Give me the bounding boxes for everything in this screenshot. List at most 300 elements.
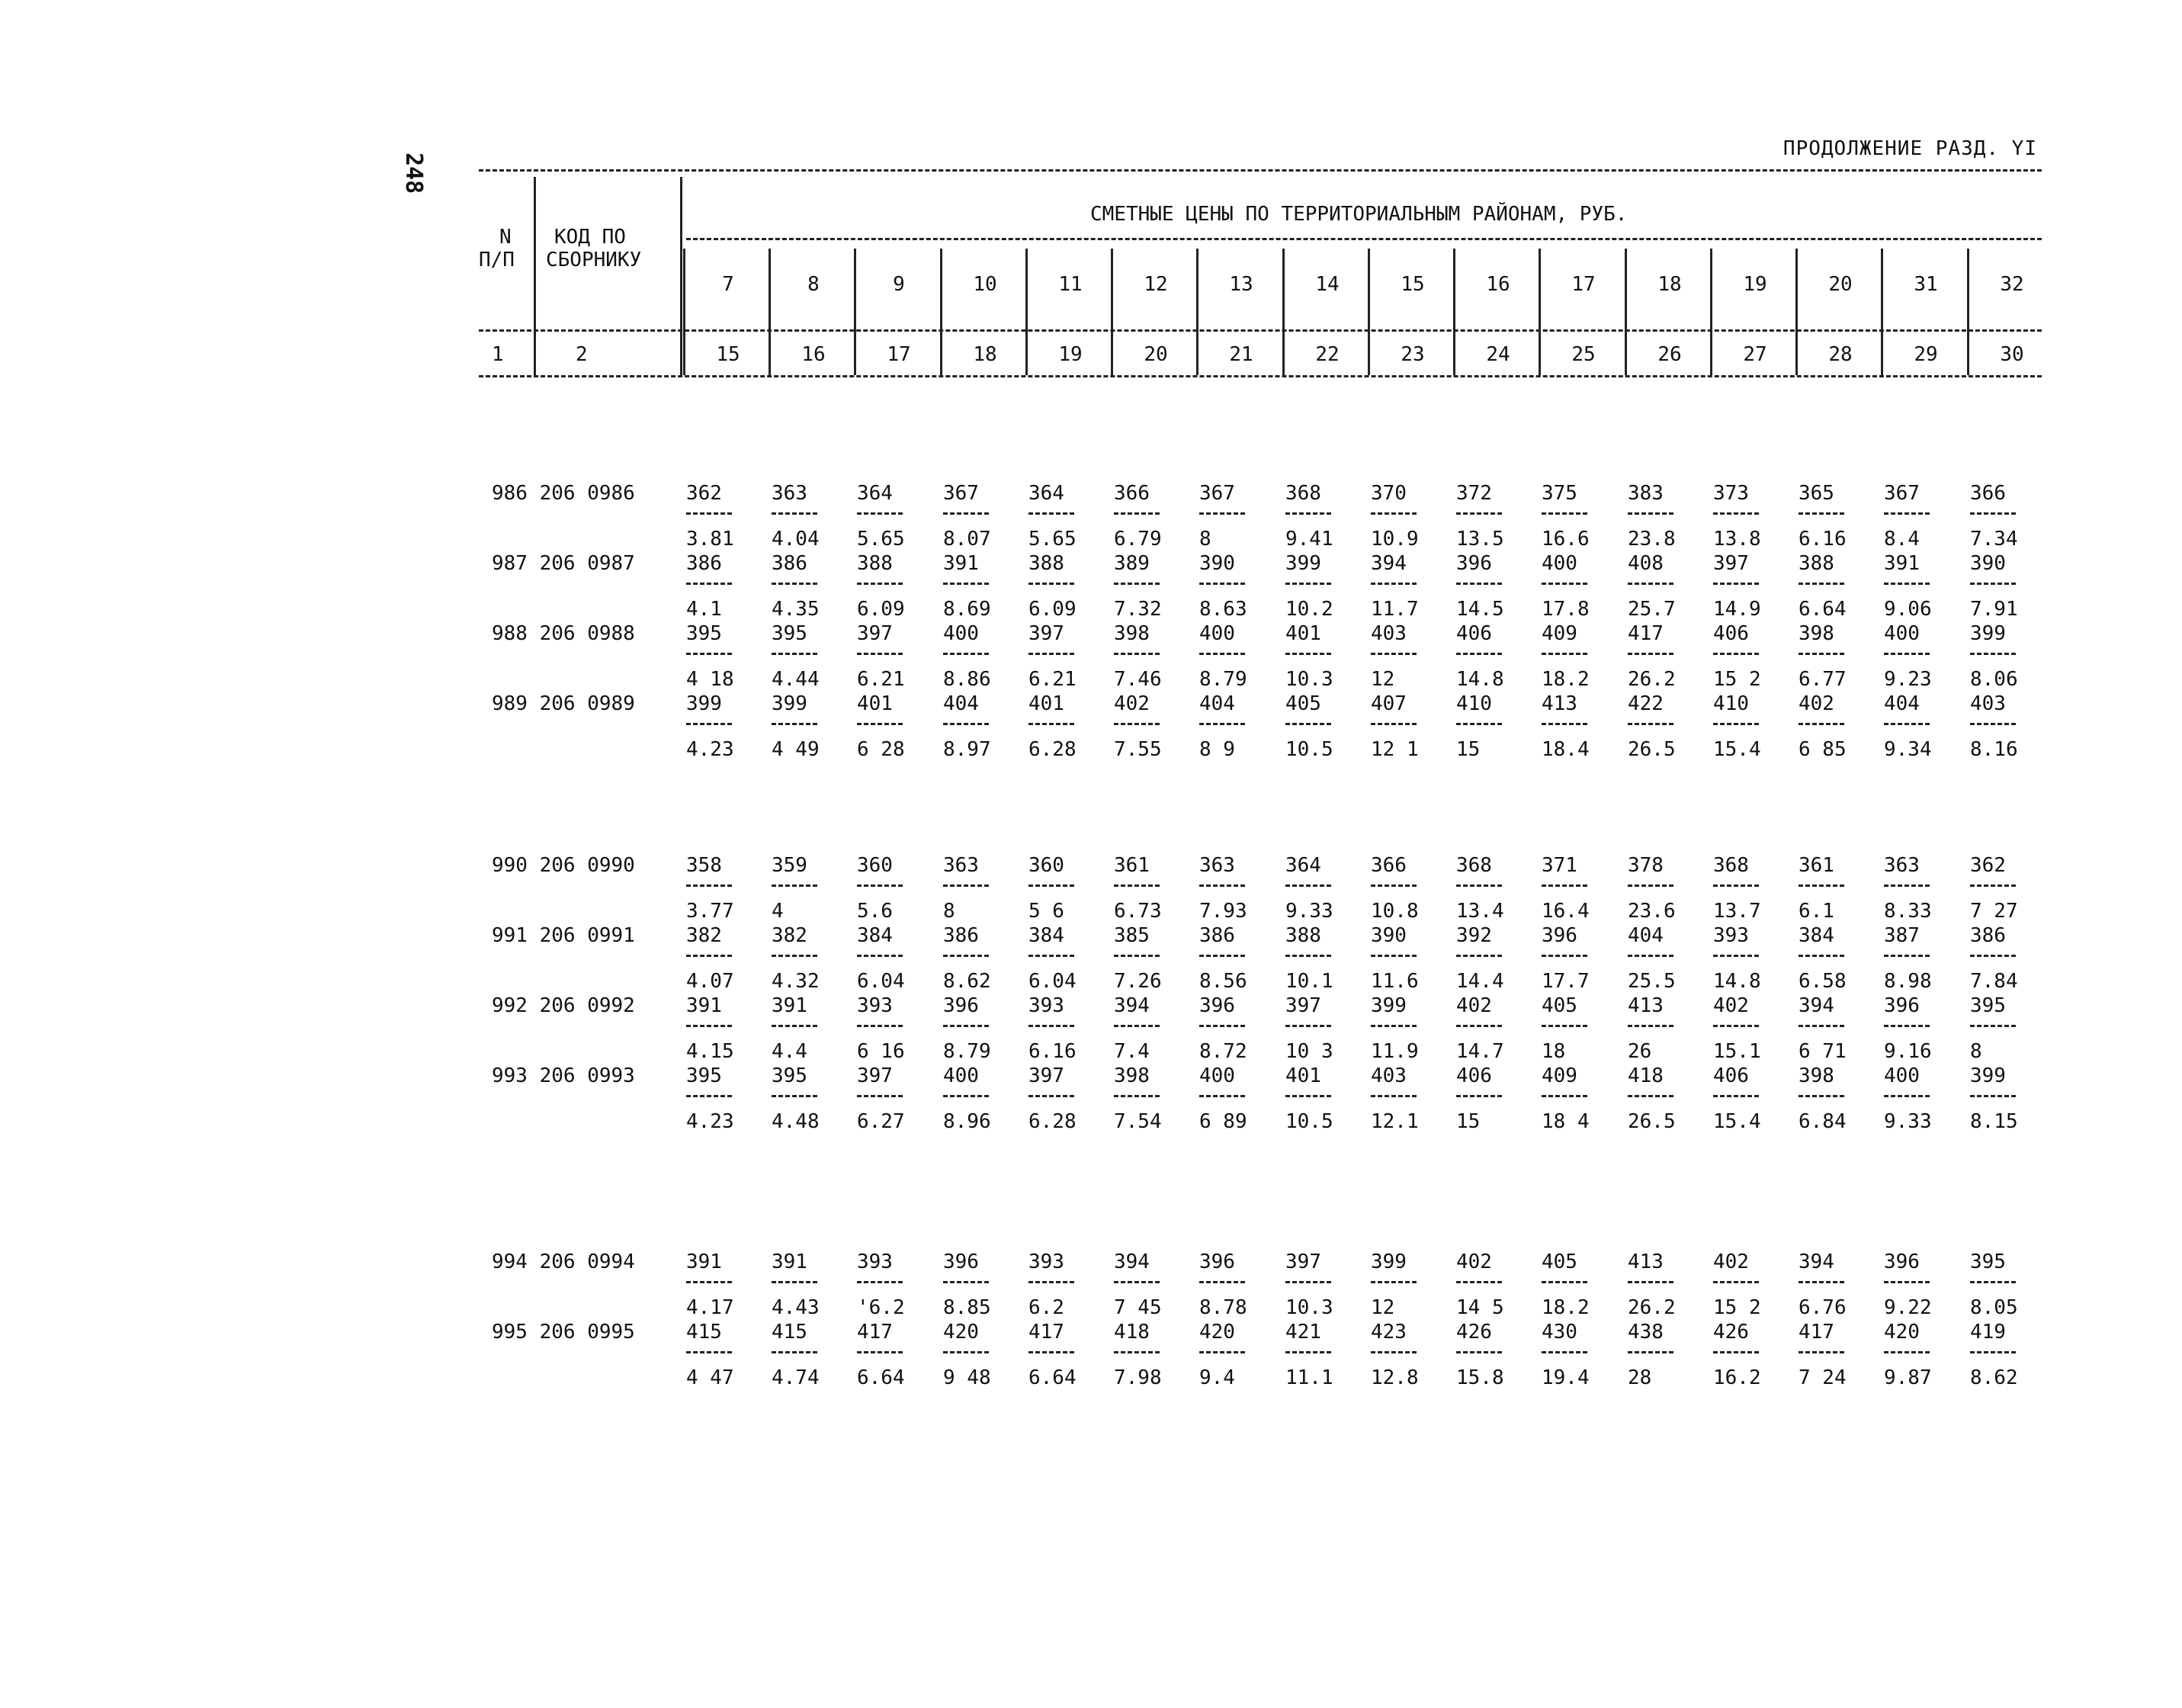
price-coefficient: 7 24 [1799, 1366, 1847, 1389]
price-value: 400 [1199, 1064, 1235, 1087]
price-value: 395 [1970, 1250, 2006, 1273]
price-value: 417 [1628, 622, 1664, 645]
price-value: 404 [1628, 924, 1664, 947]
fraction-bar [686, 1095, 732, 1097]
price-value: 382 [686, 924, 722, 947]
fraction-bar [1114, 884, 1160, 887]
region-col-divider [1710, 249, 1712, 375]
region-col-index: 15 [716, 343, 740, 366]
fraction-bar [1371, 1025, 1417, 1027]
price-coefficient: 15.8 [1456, 1366, 1504, 1389]
price-coefficient: 5 6 [1028, 900, 1064, 923]
fraction-bar [943, 1095, 989, 1097]
price-coefficient: 9 48 [943, 1366, 991, 1389]
price-value: 388 [1285, 924, 1321, 947]
price-coefficient: 6 16 [857, 1040, 905, 1063]
price-coefficient: 11.9 [1371, 1040, 1419, 1063]
price-value: 406 [1713, 622, 1749, 645]
price-coefficient: 8.63 [1199, 598, 1247, 621]
price-coefficient: 8.69 [943, 598, 991, 621]
price-coefficient: 26 [1628, 1040, 1652, 1063]
fraction-bar [1285, 1095, 1331, 1097]
price-coefficient: 7.26 [1114, 970, 1162, 993]
price-value: 420 [1199, 1321, 1235, 1344]
price-value: 417 [1028, 1321, 1064, 1344]
price-value: 382 [772, 924, 807, 947]
price-coefficient: 8 [1199, 528, 1211, 551]
price-value: 395 [772, 622, 807, 645]
price-coefficient: 23.6 [1628, 900, 1676, 923]
fraction-bar [1114, 1351, 1160, 1353]
price-coefficient: 6.76 [1799, 1296, 1847, 1319]
price-coefficient: 6 85 [1799, 738, 1847, 761]
price-coefficient: 4.44 [772, 668, 820, 691]
price-value: 390 [1371, 924, 1407, 947]
price-coefficient: 13.8 [1713, 528, 1761, 551]
price-coefficient: 8.06 [1970, 668, 2018, 691]
fraction-bar [1542, 653, 1587, 655]
fraction-bar [772, 1351, 817, 1353]
fraction-bar [1884, 1351, 1930, 1353]
price-value: 399 [1970, 1064, 2006, 1087]
fraction-bar [1628, 583, 1673, 585]
region-col-index: 26 [1657, 343, 1682, 366]
fraction-bar [1456, 583, 1502, 585]
fraction-bar [1114, 1281, 1160, 1283]
price-coefficient: 8.15 [1970, 1110, 2018, 1133]
price-coefficient: 12 [1371, 1296, 1395, 1319]
price-coefficient: 7.55 [1114, 738, 1162, 761]
price-value: 396 [1542, 924, 1577, 947]
price-coefficient: 25.7 [1628, 598, 1676, 621]
row-code: 994 206 0994 [492, 1250, 635, 1273]
price-value: 391 [686, 1250, 722, 1273]
price-value: 408 [1628, 552, 1664, 575]
price-coefficient: 9.87 [1884, 1366, 1932, 1389]
fraction-bar [1799, 723, 1844, 725]
fraction-bar [1799, 512, 1844, 515]
price-value: 384 [1799, 924, 1834, 947]
fraction-bar [857, 583, 903, 585]
fraction-bar [686, 653, 732, 655]
region-col-divider [683, 249, 685, 375]
price-value: 403 [1970, 692, 2006, 715]
fraction-bar [1371, 512, 1417, 515]
fraction-bar [1628, 512, 1673, 515]
fraction-bar [1542, 884, 1587, 887]
fraction-bar [1970, 1351, 2016, 1353]
price-value: 367 [943, 482, 979, 505]
fraction-bar [1713, 884, 1759, 887]
fraction-bar [1713, 723, 1759, 725]
fraction-bar [857, 1351, 903, 1353]
fraction-bar [1799, 1025, 1844, 1027]
price-coefficient: 8.05 [1970, 1296, 2018, 1319]
price-value: 375 [1542, 482, 1577, 505]
fraction-bar [1884, 1095, 1930, 1097]
price-value: 400 [1884, 1064, 1920, 1087]
price-value: 404 [943, 692, 979, 715]
price-coefficient: 15 2 [1713, 1296, 1761, 1319]
price-value: 395 [1970, 994, 2006, 1017]
price-coefficient: 6.1 [1799, 900, 1834, 923]
fraction-bar [1371, 955, 1417, 957]
region-col-index: 23 [1401, 343, 1425, 366]
price-coefficient: 6.04 [1028, 970, 1077, 993]
fraction-bar [1285, 723, 1331, 725]
price-coefficient: 16.2 [1713, 1366, 1761, 1389]
row-code: 989 206 0989 [492, 692, 635, 715]
price-value: 372 [1456, 482, 1492, 505]
price-value: 383 [1628, 482, 1664, 505]
price-coefficient: 6.16 [1028, 1040, 1077, 1063]
fraction-bar [1114, 512, 1160, 515]
fraction-bar [1799, 1351, 1844, 1353]
price-value: 401 [1285, 1064, 1321, 1087]
fraction-bar [943, 512, 989, 515]
price-value: 393 [857, 994, 893, 1017]
fraction-bar [1799, 653, 1844, 655]
fraction-bar [1456, 884, 1502, 887]
region-col-index: 25 [1571, 343, 1596, 366]
fraction-bar [1970, 512, 2016, 515]
region-number: 12 [1144, 273, 1168, 296]
fraction-bar [1456, 653, 1502, 655]
price-coefficient: 13.7 [1713, 900, 1761, 923]
price-coefficient: 15 2 [1713, 668, 1761, 691]
fraction-bar [1114, 955, 1160, 957]
price-value: 384 [1028, 924, 1064, 947]
fraction-bar [1970, 884, 2016, 887]
price-coefficient: 6.09 [857, 598, 905, 621]
fraction-bar [1028, 583, 1074, 585]
price-value: 399 [686, 692, 722, 715]
price-value: 409 [1542, 622, 1577, 645]
price-coefficient: 9.23 [1884, 668, 1932, 691]
price-coefficient: 7 27 [1970, 900, 2018, 923]
price-value: 395 [686, 1064, 722, 1087]
fraction-bar [857, 1281, 903, 1283]
price-coefficient: 12 [1371, 668, 1395, 691]
fraction-bar [1285, 1351, 1331, 1353]
fraction-bar [772, 955, 817, 957]
fraction-bar [1542, 723, 1587, 725]
price-value: 404 [1199, 692, 1235, 715]
region-col-index: 18 [973, 343, 997, 366]
price-coefficient: 10.5 [1285, 1110, 1333, 1133]
prices-title: СМЕТНЫЕ ЦЕНЫ ПО ТЕРРИТОРИАЛЬНЫМ РАЙОНАМ, РУБ. [1090, 203, 1628, 226]
fraction-bar [1970, 1281, 2016, 1283]
fraction-bar [1884, 512, 1930, 515]
price-coefficient: 10.2 [1285, 598, 1333, 621]
fraction-bar [1628, 1351, 1673, 1353]
price-value: 402 [1456, 994, 1492, 1017]
price-coefficient: 4.35 [772, 598, 820, 621]
region-col-index: 21 [1229, 343, 1253, 366]
region-number: 15 [1401, 273, 1425, 296]
fraction-bar [772, 1281, 817, 1283]
price-coefficient: 7.91 [1970, 598, 2018, 621]
region-col-divider [1625, 249, 1627, 375]
price-coefficient: 8.85 [943, 1296, 991, 1319]
region-number: 17 [1571, 273, 1596, 296]
price-value: 413 [1542, 692, 1577, 715]
price-coefficient: 5.65 [1028, 528, 1077, 551]
price-value: 368 [1456, 854, 1492, 877]
fraction-bar [1799, 955, 1844, 957]
price-coefficient: 8.86 [943, 668, 991, 691]
fraction-bar [1199, 1095, 1245, 1097]
price-value: 397 [1028, 1064, 1064, 1087]
price-coefficient: 25.5 [1628, 970, 1676, 993]
fraction-bar [1028, 1095, 1074, 1097]
price-coefficient: 4.43 [772, 1296, 820, 1319]
price-value: 390 [1970, 552, 2006, 575]
region-number: 14 [1315, 273, 1340, 296]
price-coefficient: 8.79 [943, 1040, 991, 1063]
price-coefficient: 6.79 [1114, 528, 1162, 551]
price-value: 360 [1028, 854, 1064, 877]
price-value: 391 [772, 994, 807, 1017]
fraction-bar [772, 1095, 817, 1097]
price-value: 397 [1285, 1250, 1321, 1273]
price-coefficient: 18 [1542, 1040, 1566, 1063]
price-value: 396 [1199, 1250, 1235, 1273]
price-coefficient: 26.2 [1628, 668, 1676, 691]
price-coefficient: 4.1 [686, 598, 722, 621]
price-coefficient: 7.54 [1114, 1110, 1162, 1133]
row-code: 992 206 0992 [492, 994, 635, 1017]
region-col-index: 16 [801, 343, 826, 366]
price-coefficient: 4 18 [686, 668, 734, 691]
row-code: 995 206 0995 [492, 1321, 635, 1344]
row-code: 993 206 0993 [492, 1064, 635, 1087]
fraction-bar [1199, 1351, 1245, 1353]
fraction-bar [1285, 512, 1331, 515]
price-coefficient: 6.64 [1799, 598, 1847, 621]
fraction-bar [857, 955, 903, 957]
price-value: 400 [1199, 622, 1235, 645]
price-value: 400 [1884, 622, 1920, 645]
fraction-bar [1028, 512, 1074, 515]
fraction-bar [686, 884, 732, 887]
price-value: 386 [772, 552, 807, 575]
fraction-bar [857, 723, 903, 725]
price-coefficient: 6 28 [857, 738, 905, 761]
fraction-bar [1628, 955, 1673, 957]
price-coefficient: 4.17 [686, 1296, 734, 1319]
fraction-bar [686, 955, 732, 957]
price-coefficient: 3.77 [686, 900, 734, 923]
fraction-bar [772, 512, 817, 515]
fraction-bar [1970, 583, 2016, 585]
price-value: 390 [1199, 552, 1235, 575]
row-code: 988 206 0988 [492, 622, 635, 645]
region-number: 11 [1058, 273, 1083, 296]
fraction-bar [1542, 1095, 1587, 1097]
fraction-bar [772, 653, 817, 655]
price-value: 423 [1371, 1321, 1407, 1344]
fraction-bar [1199, 1281, 1245, 1283]
price-value: 402 [1114, 692, 1150, 715]
fraction-bar [1628, 884, 1673, 887]
fraction-bar [686, 512, 732, 515]
price-coefficient: 18.4 [1542, 738, 1590, 761]
fraction-bar [1799, 583, 1844, 585]
fraction-bar [1371, 1095, 1417, 1097]
top-rule [479, 169, 2042, 172]
price-value: 399 [1371, 1250, 1407, 1273]
price-value: 406 [1456, 622, 1492, 645]
price-value: 368 [1285, 482, 1321, 505]
fraction-bar [1970, 1025, 2016, 1027]
price-value: 402 [1713, 1250, 1749, 1273]
price-value: 400 [1542, 552, 1577, 575]
price-coefficient: 14.9 [1713, 598, 1761, 621]
price-coefficient: 8.33 [1884, 900, 1932, 923]
fraction-bar [1542, 583, 1587, 585]
price-coefficient: 8.56 [1199, 970, 1247, 993]
price-value: 413 [1628, 1250, 1664, 1273]
price-coefficient: 14.7 [1456, 1040, 1504, 1063]
price-coefficient: 4.4 [772, 1040, 807, 1063]
price-value: 388 [1028, 552, 1064, 575]
fraction-bar [1713, 1025, 1759, 1027]
price-value: 358 [686, 854, 722, 877]
fraction-bar [1371, 653, 1417, 655]
region-col-index: 28 [1828, 343, 1853, 366]
price-value: 402 [1799, 692, 1834, 715]
region-number: 10 [973, 273, 997, 296]
page-number: 248 [400, 152, 427, 194]
price-value: 415 [686, 1321, 722, 1344]
region-col-divider [1795, 249, 1798, 375]
price-coefficient: 5.65 [857, 528, 905, 551]
region-col-index: 27 [1743, 343, 1767, 366]
price-value: 397 [1285, 994, 1321, 1017]
fraction-bar [1371, 723, 1417, 725]
region-col-divider [1196, 249, 1198, 375]
fraction-bar [1456, 1025, 1502, 1027]
price-coefficient: 4.32 [772, 970, 820, 993]
region-number: 31 [1914, 273, 1938, 296]
fraction-bar [1371, 1281, 1417, 1283]
fraction-bar [1028, 723, 1074, 725]
fraction-bar [1114, 1025, 1160, 1027]
fraction-bar [1456, 1095, 1502, 1097]
price-coefficient: 17.7 [1542, 970, 1590, 993]
price-coefficient: 14 5 [1456, 1296, 1504, 1319]
fraction-bar [1199, 955, 1245, 957]
region-col-divider [1025, 249, 1028, 375]
fraction-bar [772, 884, 817, 887]
price-value: 384 [857, 924, 893, 947]
price-coefficient: 12 1 [1371, 738, 1419, 761]
price-coefficient: 6.09 [1028, 598, 1077, 621]
price-value: 397 [1028, 622, 1064, 645]
price-value: 394 [1371, 552, 1407, 575]
price-value: 396 [1884, 994, 1920, 1017]
region-col-index: 29 [1914, 343, 1938, 366]
price-value: 430 [1542, 1321, 1577, 1344]
price-coefficient: 23.8 [1628, 528, 1676, 551]
region-number: 19 [1743, 273, 1767, 296]
price-coefficient: 10.1 [1285, 970, 1333, 993]
fraction-bar [1884, 723, 1930, 725]
fraction-bar [1114, 1095, 1160, 1097]
price-value: 396 [1456, 552, 1492, 575]
price-coefficient: 4.07 [686, 970, 734, 993]
price-value: 402 [1456, 1250, 1492, 1273]
price-coefficient: 17.8 [1542, 598, 1590, 621]
price-value: 415 [772, 1321, 807, 1344]
region-col-divider [1967, 249, 1969, 375]
fraction-bar [943, 1351, 989, 1353]
region-number: 18 [1657, 273, 1682, 296]
fraction-bar [1970, 1095, 2016, 1097]
price-value: 403 [1371, 1064, 1407, 1087]
price-coefficient: 26.5 [1628, 738, 1676, 761]
fraction-bar [1456, 1351, 1502, 1353]
price-coefficient: 9.33 [1285, 900, 1333, 923]
fraction-bar [857, 512, 903, 515]
price-value: 367 [1199, 482, 1235, 505]
price-value: 394 [1799, 994, 1834, 1017]
price-coefficient: 6.21 [1028, 668, 1077, 691]
price-coefficient: 7.4 [1114, 1040, 1150, 1063]
fraction-bar [857, 653, 903, 655]
price-value: 398 [1114, 1064, 1150, 1087]
price-coefficient: 8.72 [1199, 1040, 1247, 1063]
price-value: 368 [1713, 854, 1749, 877]
price-value: 393 [1028, 1250, 1064, 1273]
price-value: 406 [1713, 1064, 1749, 1087]
price-value: 399 [1285, 552, 1321, 575]
price-coefficient: 16.6 [1542, 528, 1590, 551]
col-index-1: 1 [492, 343, 504, 366]
price-coefficient: 9.33 [1884, 1110, 1932, 1133]
fraction-bar [1628, 723, 1673, 725]
row-code: 986 206 0986 [492, 482, 635, 505]
region-number: 32 [2000, 273, 2024, 296]
region-number: 20 [1828, 273, 1853, 296]
price-coefficient: 9.22 [1884, 1296, 1932, 1319]
fraction-bar [857, 1095, 903, 1097]
price-value: 378 [1628, 854, 1664, 877]
region-col-divider [1539, 249, 1541, 375]
col-n-label: N [499, 226, 512, 249]
price-value: 393 [1713, 924, 1749, 947]
fraction-bar [1028, 955, 1074, 957]
price-value: 426 [1456, 1321, 1492, 1344]
price-value: 405 [1285, 692, 1321, 715]
price-value: 386 [1970, 924, 2006, 947]
region-col-divider [1282, 249, 1285, 375]
price-coefficient: 6.77 [1799, 668, 1847, 691]
price-value: 399 [1371, 994, 1407, 1017]
price-value: 394 [1114, 994, 1150, 1017]
price-value: 392 [1456, 924, 1492, 947]
price-coefficient: 8.62 [1970, 1366, 2018, 1389]
col-code-label-1: КОД ПО [554, 226, 626, 249]
fraction-bar [1456, 512, 1502, 515]
price-value: 365 [1799, 482, 1834, 505]
region-number: 9 [893, 273, 905, 296]
region-col-index: 19 [1058, 343, 1083, 366]
price-coefficient: 4.48 [772, 1110, 820, 1133]
price-value: 417 [1799, 1321, 1834, 1344]
price-value: 426 [1713, 1321, 1749, 1344]
